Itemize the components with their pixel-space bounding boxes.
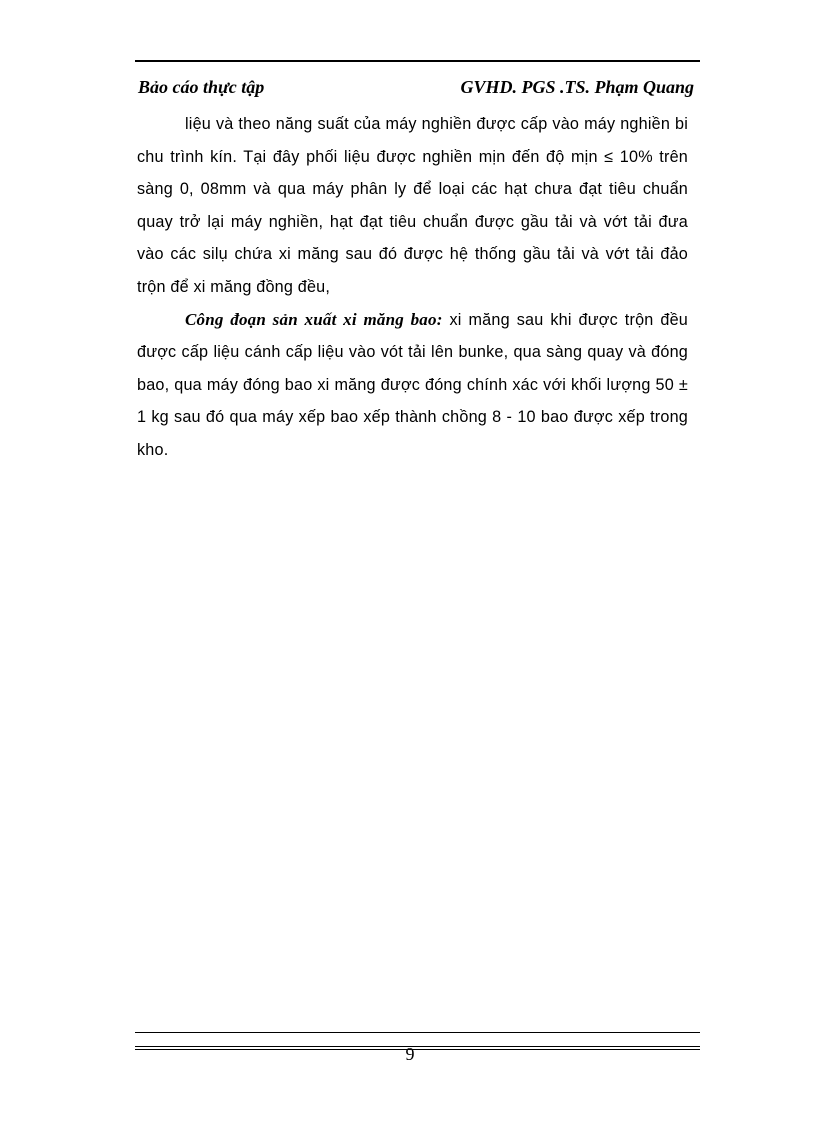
page-number: 9 <box>405 1044 415 1064</box>
paragraph-bagging <box>137 304 688 467</box>
header-rule <box>135 60 700 62</box>
page-header <box>138 76 694 98</box>
paragraph-grinding: liệu và theo năng suất của máy nghiền được cấp vào máy nghiền bi chu trình kín. Tại đây phối liệu được nghiền mịn đến độ mịn ≤ 10% trên sàng 0, 08mm và qua máy phân ly để loại các hạt chưa đạt tiêu chuẩn quay trở lại máy nghiền, hạt đạt tiêu chuẩn được gầu tải và vớt tải đưa vào các silụ chứa xi măng sau đó được hệ thống gầu tải và vớt tải đảo trộn để xi măng đồng đều, <box>137 115 688 296</box>
paragraph-bagging-body: xi măng sau khi được trộn đều được cấp liệu cánh cấp liệu vào vót tải lên bunke, qua sàng quay và đóng bao, qua máy đóng bao xi măng được đóng chính xác với khối lượng 50 ± 1 kg sau đó qua máy xếp bao xếp thành chồng 8 - 10 bao được xếp trong kho. <box>137 310 689 459</box>
header-supervisor: GVHD. PGS .TS. Phạm Quang <box>460 77 694 97</box>
footer-rule <box>135 1032 700 1033</box>
body-text <box>137 108 688 467</box>
header-report-title: Bảo cáo thực tập <box>138 77 265 97</box>
section-title-bagging: Công đoạn sản xuất xi măng bao: <box>185 309 443 329</box>
